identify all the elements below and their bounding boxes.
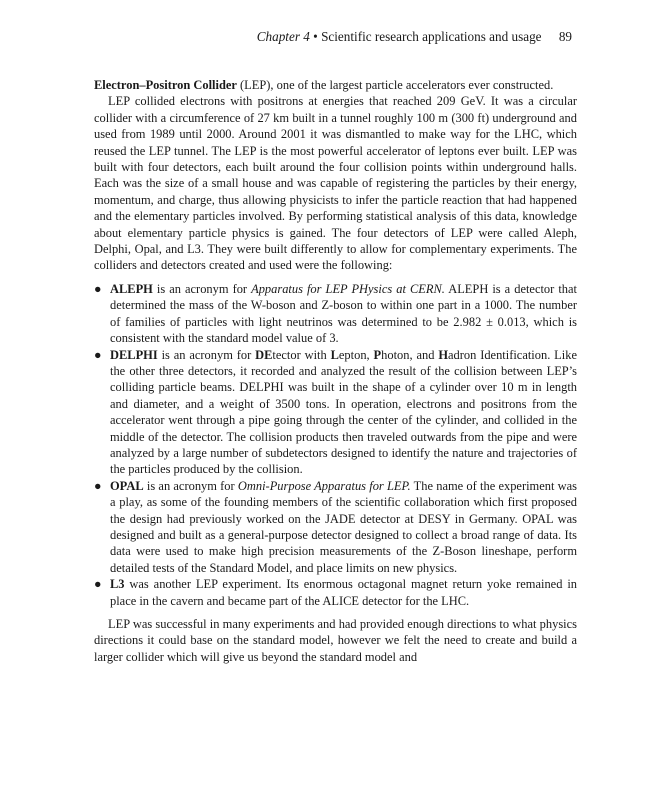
acronym-letter: DE	[255, 347, 273, 362]
item-text: is an acronym for	[143, 478, 238, 493]
acronym-letter: H	[438, 347, 448, 362]
detector-name: L3	[110, 577, 125, 592]
item-text: is an acronym for	[152, 281, 252, 296]
body-text	[94, 77, 577, 665]
acronym-letter: P	[373, 347, 382, 362]
detector-list	[94, 281, 577, 609]
bullet-icon: ●	[94, 281, 102, 296]
list-item-opal	[94, 478, 577, 576]
intro-text: , one of the largest particle accelerators ever constructed.	[270, 78, 554, 92]
chapter-label: Chapter 4	[256, 29, 310, 44]
acronym-letter: L	[330, 347, 339, 362]
detector-name: DELPHI	[110, 347, 158, 362]
bullet-icon: ●	[94, 478, 102, 493]
header-separator: •	[313, 29, 318, 44]
item-text: is an acronym for	[157, 347, 256, 362]
item-text: tector with	[272, 347, 331, 362]
list-item-delphi	[94, 347, 577, 478]
chapter-title: Scientific research applications and usage	[321, 29, 542, 44]
item-text: was another LEP experiment. Its enormous octagonal magnet return yoke remained in place in the cavern and became part of the ALICE detector for the LHC.	[110, 577, 577, 608]
term-abbreviation: (LEP)	[240, 78, 271, 92]
item-text: ALEPH is a detector that determined the mass of the W-boson and Z-boson to within one part in a 1000. The number of families of particles with light neutrinos was determined to be 2.982 ± 0.013, which is consistent with the standard model value of 3.	[110, 281, 577, 346]
list-item-aleph	[94, 281, 577, 347]
acronym-expansion: Apparatus for LEP PHysics at CERN.	[251, 281, 445, 296]
bullet-icon: ●	[94, 577, 102, 592]
item-text: hoton, and	[381, 347, 439, 362]
acronym-expansion: Omni-Purpose Apparatus for LEP.	[237, 478, 411, 493]
running-header	[257, 29, 572, 45]
item-text: epton,	[338, 347, 374, 362]
lep-description-paragraph: LEP collided electrons with positrons at energies that reached 209 GeV. It was a circular collider with a circumference of 27 km built in a tunnel roughly 100 m (300 ft) underground and used from 1989 until 2000. Around 2001 it was dismantled to make way for the LHC, which reused the LEP tunnel. The LEP is the most powerful accelerator of leptons ever built. LEP was built with four detectors, each built around the four collision points within underground halls. Each was the size of a small house and was capable of registering the particles by their energy, momentum, and charge, thus allowing physicists to infer the particle reaction that had happened and the elementary particles involved. By performing statistical analysis of this data, knowledge about elementary particle physics is gained. The four detectors of LEP were called Aleph, Delphi, Opal, and L3. They were built differently to allow for complementary experiments. The colliders and detectors created and used were the following:	[94, 94, 577, 273]
term-name: Electron–Positron Collider	[94, 78, 237, 92]
closing-paragraph: LEP was successful in many experiments and had provided enough directions to what physics directions it could base on the standard model, however we felt the need to create and build a larger collider which will give us beyond the standard model and	[94, 617, 577, 664]
intro-paragraph	[94, 77, 577, 93]
detector-name: ALEPH	[110, 281, 153, 296]
page-number: 89	[558, 29, 572, 44]
item-text: The name of the experiment was a play, as some of the founding members of the scientific collaboration which first proposed the design had previously worked on the JADE detector at DESY in Germany. OPAL was designed and built as a general-purpose detector designed to collect a broad range of data. Its data were used to make high precision measurements of the Z-Boson lineshape, perform detailed tests of the Standard Model, and place limits on new physics.	[110, 478, 578, 575]
item-text: adron Identification. Like the other three detectors, it recorded and analyzed the result of the collision between LEP’s colliding particle beams. DELPHI was built in the shape of a cylinder over 10 m in length and diameter, and a weight of 3500 tons. In operation, electrons and positrons from the accelerator went through a pipe going through the center of the cylinder, and collided in the middle of the detector. The collision products then traveled outwards from the pipe and were analyzed by a large number of subdetectors designed to identify the nature and trajectories of the particles produced by the collision.	[110, 347, 577, 477]
detector-name: OPAL	[110, 478, 144, 493]
list-item-l3	[94, 576, 577, 609]
bullet-icon: ●	[94, 347, 102, 362]
